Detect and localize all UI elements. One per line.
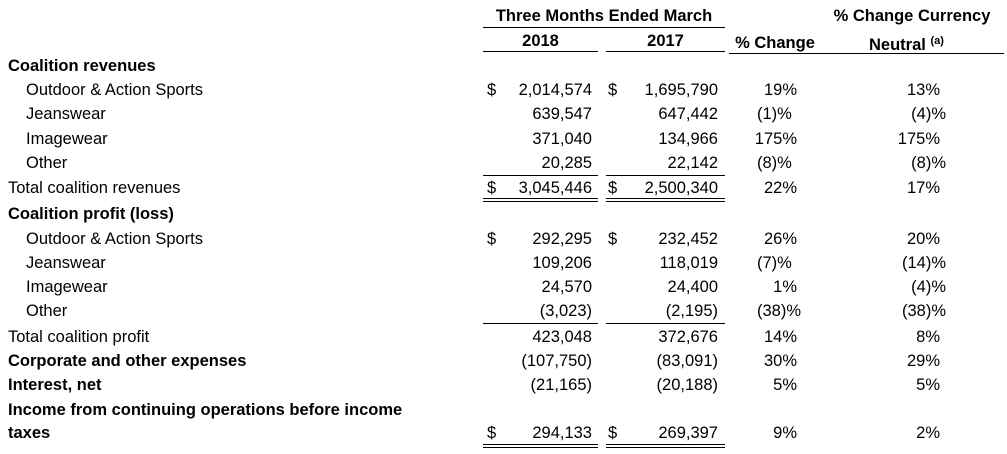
header-period: Three Months Ended March (495, 7, 713, 25)
value-2017: 24,400 (667, 278, 718, 296)
pct-change-currency-neutral: 17% (906, 179, 940, 197)
header-period-underline (483, 27, 725, 28)
value-2018: 639,547 (532, 105, 592, 123)
value-2018: 371,040 (532, 130, 592, 148)
currency-symbol: $ (487, 81, 497, 99)
row-label: Imagewear (26, 130, 108, 148)
pct-change-currency-neutral: 29% (906, 352, 940, 370)
row-label: Income from continuing operations before income (8, 401, 403, 419)
value-2017: 232,452 (658, 230, 718, 248)
pct-change-currency-neutral: (4)% (911, 278, 946, 296)
value-2018: 20,285 (541, 154, 592, 172)
value-2018: 2,014,574 (518, 81, 592, 99)
final-line-2017 (606, 444, 725, 445)
row-label: Outdoor & Action Sports (26, 230, 204, 248)
value-2017: 22,142 (667, 154, 718, 172)
header-year-2017: 2017 (647, 32, 684, 50)
profit-subtotal-line-2018 (483, 323, 598, 324)
header-2017-underline (606, 51, 725, 52)
pct-change: 5% (773, 376, 797, 394)
row-label: Other (26, 302, 68, 320)
pct-change-currency-neutral: 8% (916, 328, 940, 346)
currency-symbol: $ (608, 81, 618, 99)
row-label: Interest, net (8, 376, 102, 394)
value-2018: (3,023) (539, 302, 592, 320)
pct-change-currency-neutral: 175% (897, 130, 940, 148)
row-label: Total coalition profit (8, 328, 150, 346)
currency-symbol: $ (487, 424, 497, 442)
header-pct-ccy-line1: % Change Currency (833, 7, 991, 25)
row-label: Coalition profit (loss) (8, 205, 174, 223)
pct-change-currency-neutral: (4)% (911, 105, 946, 123)
value-2017: 1,695,790 (644, 81, 718, 99)
pct-change: (38)% (757, 302, 802, 320)
pct-change: 14% (763, 328, 797, 346)
final-line-2018 (483, 444, 598, 445)
currency-symbol: $ (608, 424, 618, 442)
value-2017: 269,397 (658, 424, 718, 442)
row-label: Total coalition revenues (8, 179, 181, 197)
currency-symbol: $ (487, 179, 497, 197)
header-pct-change: % Change (735, 34, 815, 52)
value-2017: 372,676 (658, 328, 718, 346)
final-double-line-2018 (483, 447, 598, 448)
value-2017: 134,966 (658, 130, 718, 148)
header-year-2018: 2018 (522, 32, 559, 50)
row-label: Outdoor & Action Sports (26, 81, 204, 99)
pct-change-currency-neutral: 2% (916, 424, 940, 442)
pct-change-currency-neutral: 20% (906, 230, 940, 248)
row-label: Jeanswear (26, 254, 106, 272)
value-2018: 423,048 (532, 328, 592, 346)
value-2017: 647,442 (658, 105, 718, 123)
value-2018: (107,750) (521, 352, 592, 370)
total-double-line-2017 (606, 201, 725, 202)
row-label: Coalition revenues (8, 57, 156, 75)
pct-change: 1% (773, 278, 797, 296)
value-2018: 24,570 (541, 278, 592, 296)
value-2018: (21,165) (530, 376, 592, 394)
pct-change-currency-neutral: (8)% (911, 154, 946, 172)
final-double-line-2017 (606, 447, 725, 448)
pct-change: 22% (763, 179, 797, 197)
header-pct-ccy-line2: Neutral $^{(a)}$ (869, 35, 944, 54)
header-2018-underline (483, 51, 598, 52)
total-double-line-2018 (483, 201, 598, 202)
pct-change: 175% (754, 130, 797, 148)
pct-change: (1)% (757, 105, 792, 123)
value-2017: (20,188) (656, 376, 718, 394)
pct-change: (7)% (757, 254, 792, 272)
value-2017: 2,500,340 (644, 179, 718, 197)
row-label: Imagewear (26, 278, 108, 296)
value-2017: (83,091) (656, 352, 718, 370)
value-2018: 294,133 (532, 424, 592, 442)
profit-subtotal-line-2017 (606, 323, 725, 324)
currency-symbol: $ (487, 230, 497, 248)
pct-change-currency-neutral: (38)% (901, 302, 946, 320)
row-label: Other (26, 154, 68, 172)
subtotal-line-2017 (606, 175, 725, 176)
subtotal-line-2018 (483, 175, 598, 176)
total-line-2018 (483, 198, 598, 199)
footnote-marker: (a) (930, 35, 944, 47)
value-2018: 3,045,446 (518, 179, 592, 197)
currency-symbol: $ (608, 230, 618, 248)
value-2017: 118,019 (659, 254, 718, 272)
pct-change: 26% (763, 230, 797, 248)
pct-change: 19% (763, 81, 797, 99)
value-2018: 292,295 (532, 230, 592, 248)
row-label: taxes (8, 424, 51, 442)
value-2017: (2,195) (665, 302, 718, 320)
pct-change: 9% (773, 424, 797, 442)
pct-change-currency-neutral: 5% (916, 376, 940, 394)
pct-change-currency-neutral: 13% (906, 81, 940, 99)
currency-symbol: $ (608, 179, 618, 197)
row-label: Corporate and other expenses (8, 352, 247, 370)
header-pct-change-underline (729, 53, 822, 54)
pct-change-currency-neutral: (14)% (901, 254, 946, 272)
pct-change: 30% (763, 352, 797, 370)
total-line-2017 (606, 198, 725, 199)
header-pct-ccy-underline (822, 53, 1004, 54)
pct-change: (8)% (757, 154, 792, 172)
value-2018: 109,206 (532, 254, 592, 272)
row-label: Jeanswear (26, 105, 106, 123)
